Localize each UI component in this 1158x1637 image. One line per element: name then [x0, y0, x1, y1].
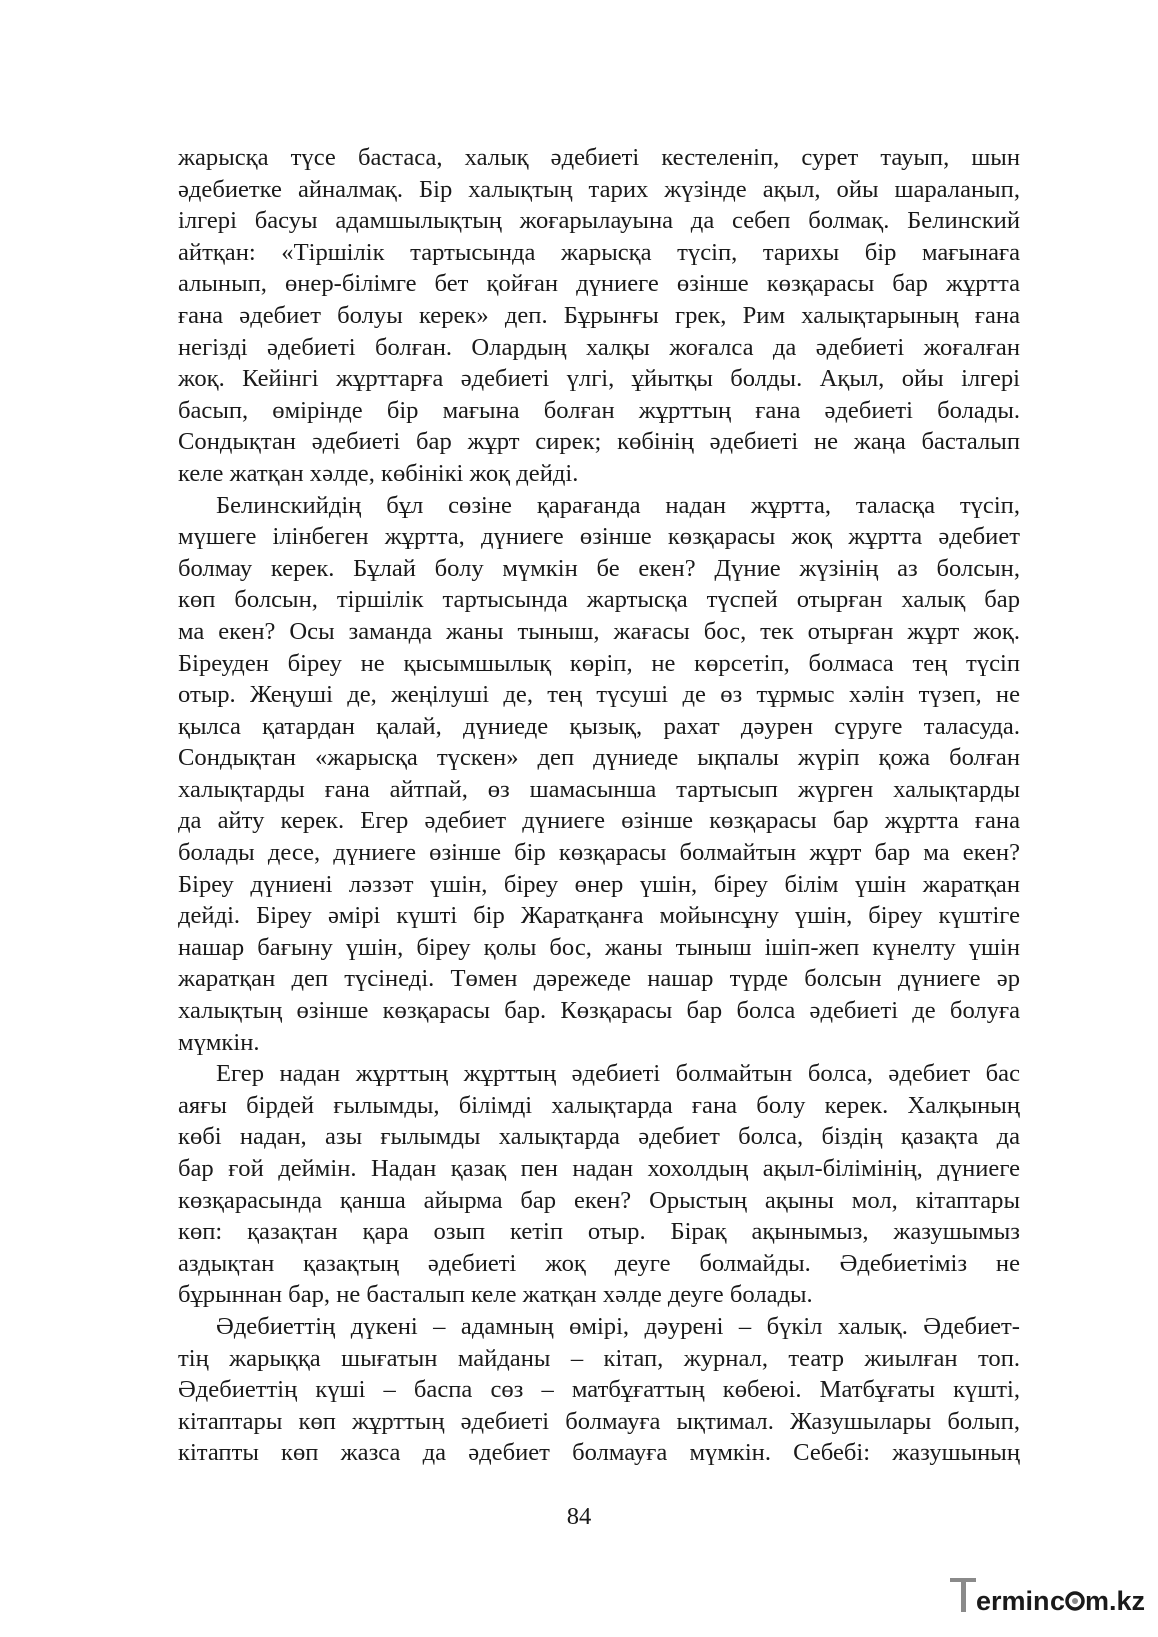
- text-line: Біреу дүниені ләззәт үшін, біреу өнер үшін, біреу білім үшін жаратқан: [178, 870, 1020, 898]
- text-line: кітапты көп жазса да әдебиет болмауға мүмкін. Себебі: жазушының: [178, 1439, 1020, 1467]
- text-line: басып, өмірінде бір мағына болған жұрттың ғана әдебиеті болады.: [178, 396, 1020, 424]
- text-line: әдебиетке айналмақ. Бір халықтың тарих жүзінде ақыл, ойы шараланып,: [178, 175, 1020, 203]
- text-line: Сондықтан әдебиеті бар жұрт сирек; көбінің әдебиеті не жаңа басталып: [178, 428, 1020, 456]
- text-line: халықтың өзінше көзқарасы бар. Көзқарасы бар болса әдебиеті де болуға: [178, 997, 1020, 1025]
- logo-text-c: c: [1050, 1586, 1066, 1616]
- text-line: жоқ. Кейінгі жұрттарға әдебиеті үлгі, ұйытқы болды. Ақыл, ойы ілгері: [178, 365, 1020, 393]
- text-line: ілгері басуы адамшылықтың жоғарылауына да себеп болмақ. Белинский: [178, 207, 1020, 235]
- termincom-logo: [946, 1572, 1146, 1620]
- text-line: болады десе, дүниеге өзінше бір көзқарасы болмайтын жұрт бар ма екен?: [178, 839, 1020, 867]
- text-line: мүмкін.: [178, 1028, 260, 1056]
- text-line: қылса қатардан қалай, дүниеде қызық, рахат дәурен сүруге таласуда.: [178, 712, 1020, 740]
- text-line: ма екен? Осы заманда жаны тыныш, жағасы бос, тек отырған жұрт жоқ.: [178, 617, 1020, 645]
- text-line: болмау керек. Бұлай болу мүмкін бе екен? Дүние жүзінің аз болсын,: [178, 554, 1020, 582]
- text-line: алынып, өнер-білімге бет қойған дүниеге өзінше көзқарасы бар жұртта: [178, 270, 1020, 298]
- text-line: Біреуден біреу не қысымшылық көріп, не көрсетіп, болмаса тең түсіп: [178, 649, 1020, 677]
- text-line: жаратқан деп түсінеді. Төмен дәрежеде нашар түрде болсын дүниеге әр: [178, 965, 1020, 993]
- text-line: жарысқа түсе бастаса, халық әдебиеті кестеленіп, сурет тауып, шын: [178, 144, 1020, 171]
- text-line: көп: қазақтан қара озып кетіп отыр. Бірақ ақынымыз, жазушымыз: [178, 1218, 1020, 1246]
- text-line: бар ғой деймін. Надан қазақ пен надан хохолдың ақыл-білімінің, дүниеге: [178, 1155, 1020, 1182]
- text-line: көзқарасында қанша айырма бар екен? Орыстың ақыны мол, кітаптары: [178, 1186, 1020, 1214]
- text-line: келе жатқан хәлде, көбінікі жоқ дейді.: [178, 459, 579, 487]
- document-body: [178, 142, 1020, 1469]
- text-line: мүшеге ілінбеген жұртта, дүниеге өзінше көзқарасы жоқ жұртта әдебиет: [178, 523, 1020, 551]
- text-line: кітаптары көп жұрттың әдебиеті болмауға ықтимал. Жазушылары болып,: [178, 1407, 1020, 1435]
- text-line: Белинскийдің бұл сөзіне қарағанда надан жұртта, таласқа түсіп,: [216, 491, 1020, 519]
- logo-t-stem: [961, 1578, 966, 1612]
- text-line: көбі надан, азы ғылымды халықтарда әдебиет болса, біздің қазақта да: [178, 1123, 1020, 1151]
- text-line: бұрыннан бар, не басталып келе жатқан хәлде деуге болады.: [178, 1281, 813, 1309]
- logo-text-ermin: ermin: [976, 1586, 1050, 1616]
- text-line: аяғы бірдей ғылымды, білімді халықтарда ғана болу керек. Халқының: [178, 1091, 1020, 1119]
- text-line: ғана әдебиет болуы керек» деп. Бұрынғы грек, Рим халықтарының ғана: [178, 301, 1020, 329]
- page-number: 84: [566, 1503, 592, 1530]
- text-line: Әдебиеттің дүкені – адамның өмірі, дәурені – бүкіл халық. Әдебиет-: [216, 1312, 1020, 1340]
- text-line: көп болсын, тіршілік тартысында жартысқа түспей отырған халық бар: [178, 586, 1020, 614]
- text-line: аздықтан қазақтың әдебиеті жоқ деуге болмайды. Әдебиетіміз не: [178, 1249, 1020, 1277]
- termincom-logo-graphic: [946, 1572, 1146, 1620]
- text-line: да айту керек. Егер әдебиет дүниеге өзінше көзқарасы бар жұртта ғана: [178, 807, 1020, 835]
- text-line: Әдебиеттің күші – баспа сөз – матбұғаттың көбеюі. Матбұғаты күшті,: [178, 1376, 1020, 1404]
- text-line: нашар бағыну үшін, біреу қолы бос, жаны тыныш ішіп-жеп күнелту үшін: [178, 933, 1020, 961]
- text-line: отыр. Жеңуші де, жеңілуші де, тең түсуші де өз тұрмыс хәлін түзеп, не: [178, 681, 1020, 709]
- text-line: тің жарыққа шығатын майданы – кітап, журнал, театр жиылған топ.: [178, 1344, 1020, 1372]
- text-line: дейді. Біреу әмірі күшті бір Жаратқанға мойынсұну үшін, біреу күштіге: [178, 902, 1020, 930]
- text-line: Сондықтан «жарысқа түскен» деп дүниеде ықпалы жүріп қожа болған: [178, 744, 1020, 772]
- text-line: негізді әдебиеті болған. Олардың халқы жоғалса да әдебиеті жоғалған: [178, 333, 1020, 361]
- text-line: айтқан: «Тіршілік тартысында жарысқа түсіп, тарихы бір мағынаға: [178, 238, 1020, 266]
- text-line: Егер надан жұрттың жұрттың әдебиеті болмайтын болса, әдебиет бас: [216, 1060, 1020, 1088]
- logo-o-dot: [1072, 1598, 1078, 1604]
- text-line: халықтарды ғана айтпай, өз шамасынша тартысып жүрген халықтарды: [178, 775, 1020, 803]
- logo-text-mkz: m.kz: [1085, 1586, 1146, 1616]
